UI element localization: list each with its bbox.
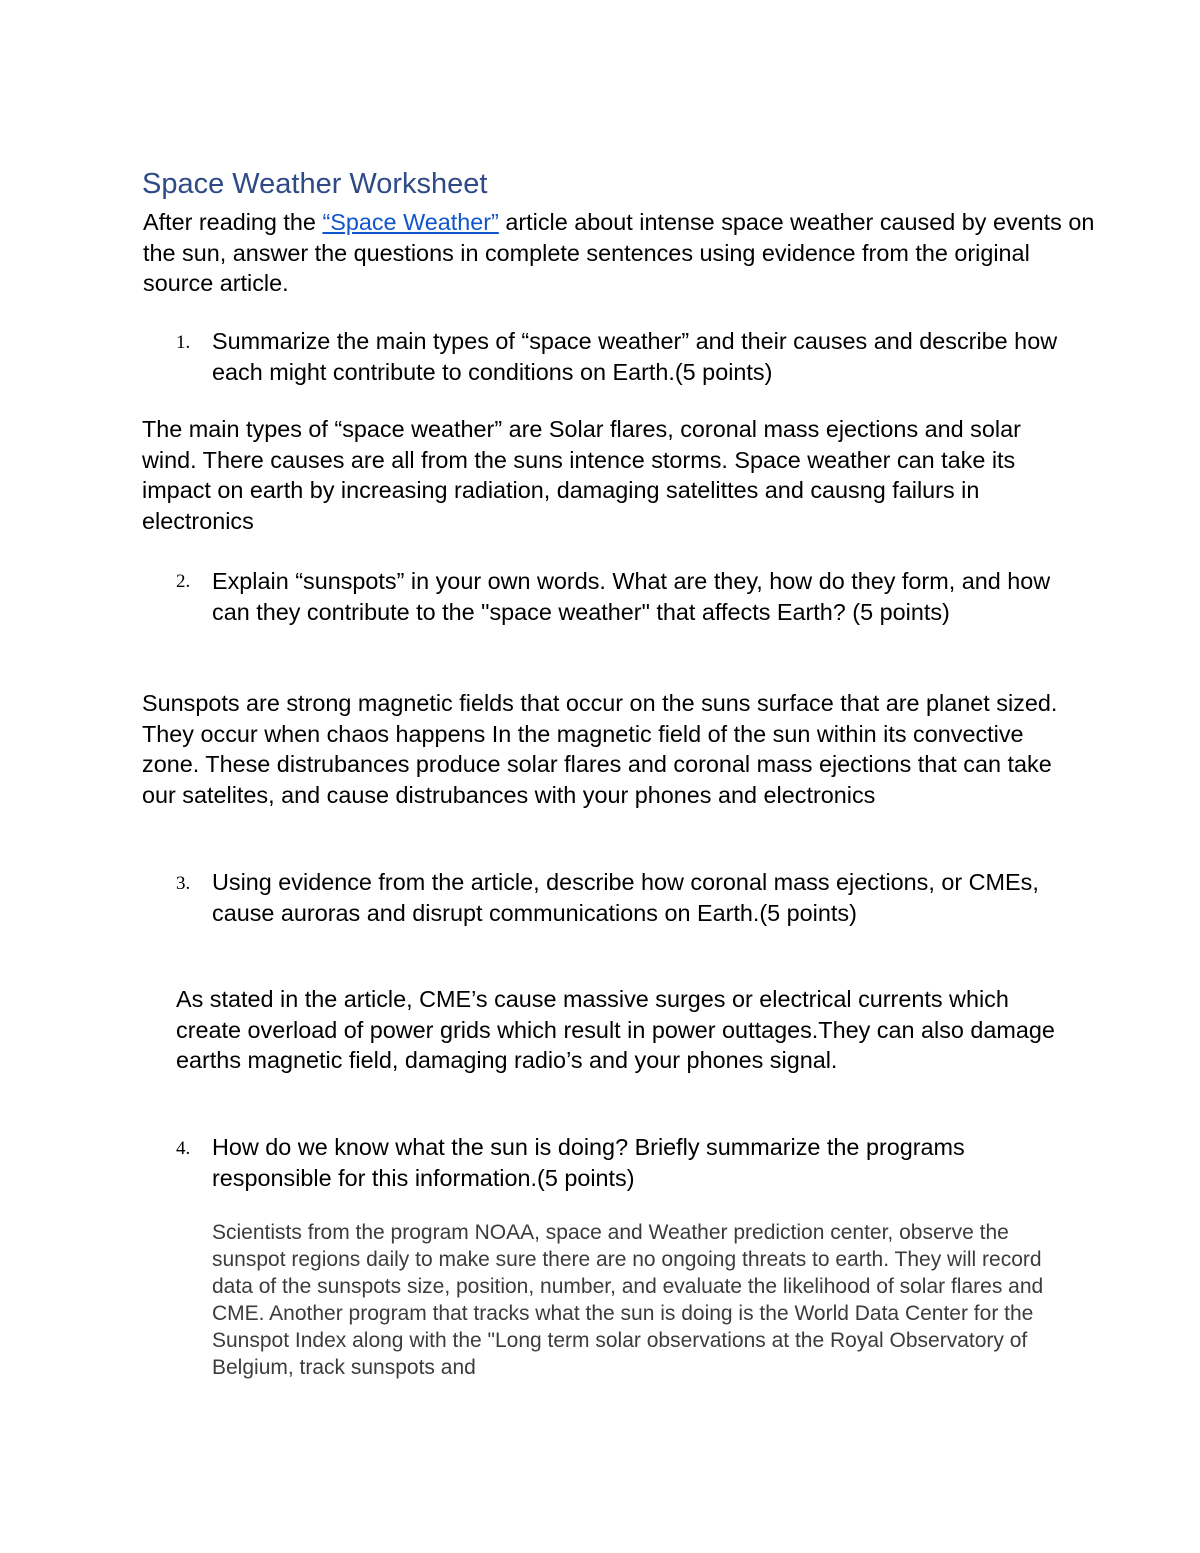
intro-text-before: After reading the <box>143 209 323 235</box>
intro-paragraph <box>143 207 1103 299</box>
question-2-text: Explain “sunspots” in your own words. What are they, how do they form, and how can they contribute to the "space weather" that affects Earth? (5 points) <box>212 568 1051 625</box>
article-link[interactable]: “Space Weather” <box>322 209 499 235</box>
question-number: 1. <box>176 332 191 353</box>
question-number: 4. <box>176 1138 191 1159</box>
question-1-text: Summarize the main types of “space weather” and their causes and describe how each might contribute to conditions on Earth.(5 points) <box>212 328 1058 385</box>
question-number: 2. <box>176 571 191 592</box>
intro-text-after: article about intense space weather caused by events on the sun, answer the questions in complete sentences using evidence from the original source article. <box>143 209 1095 296</box>
question-number: 3. <box>176 873 191 894</box>
question-3-text: Using evidence from the article, describe how coronal mass ejections, or CMEs, cause auroras and disrupt communications on Earth.(5 points) <box>212 869 1039 926</box>
answer-4-text: Scientists from the program NOAA, space and Weather prediction center, observe the sunspot regions daily to make sure there are no ongoing threats to earth. They will record data of the sunspots size, position, number, and evaluate the likelihood of solar flares and CME. Another program that tracks what the sun is doing is the World Data Center for the Sunspot Index along with the "Long term solar observations at the Royal Observatory of Belgium, track sunspots and <box>212 1221 1044 1379</box>
answer-2-text: Sunspots are strong magnetic fields that occur on the suns surface that are planet sized. They occur when chaos happens In the magnetic field of the sun within its convective zone. These distrubances produce solar flares and coronal mass ejections that can take our satelites, and cause distrubances with your phones and electronics <box>142 690 1058 808</box>
page-title: Space Weather Worksheet <box>142 168 488 200</box>
answer-3-text: As stated in the article, CME’s cause massive surges or electrical currents which create overload of power grids which result in power outtages.They can also damage earths magnetic field, damaging radio’s and your phones signal. <box>176 986 1055 1073</box>
question-4-text: How do we know what the sun is doing? Briefly summarize the programs responsible for this information.(5 points) <box>212 1134 965 1191</box>
answer-1-text: The main types of “space weather” are Solar flares, coronal mass ejections and solar wind. There causes are all from the suns intence storms. Space weather can take its impact on earth by increasing radiation, damaging satelittes and causng failurs in electronics <box>142 416 1021 534</box>
